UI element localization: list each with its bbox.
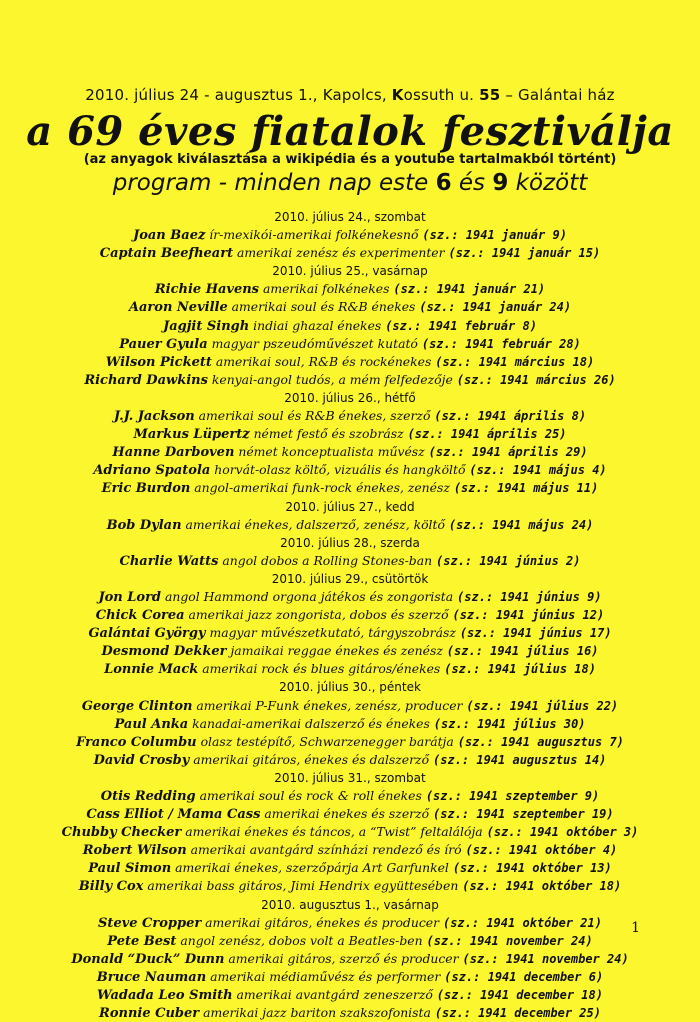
artist-description: amerikai gitáros, szerző és producer [224, 950, 463, 966]
birth-date: (sz.: 1941 június 17) [459, 626, 612, 641]
birth-date: (sz.: 1941 szeptember 9) [425, 789, 600, 803]
street-rest: ossuth u. [403, 86, 480, 104]
program-entry [0, 823, 700, 841]
artist-name: David Crosby [93, 752, 190, 768]
birth-date: (sz.: 1941 február 28) [421, 336, 581, 351]
program-entry [0, 660, 700, 678]
artist-name: Billy Cox [78, 879, 144, 895]
program-entry [0, 425, 700, 443]
day-heading: 2010. július 27., kedd [285, 499, 415, 514]
birth-date: (sz.: 1941 július 30) [433, 716, 586, 731]
artist-description: amerikai énekes és táncos, a “Twist” feltalálója [181, 824, 487, 840]
program-entry [0, 950, 700, 968]
program-entry [0, 371, 700, 389]
birth-date: (sz.: 1941 október 4) [465, 843, 618, 858]
artist-description: amerikai énekes, dalszerző, zenész, költő [181, 516, 449, 532]
day-heading: 2010. július 31., szombat [274, 770, 426, 785]
birth-date: (sz.: 1941 augusztus 14) [433, 752, 607, 767]
artist-description: kanadai-amerikai dalszerző és énekes [188, 715, 434, 731]
artist-name: Captain Beefheart [99, 246, 234, 262]
program-entry [0, 606, 700, 624]
artist-description: német konceptualista művész [234, 444, 429, 460]
artist-description: amerikai énekes és szerző [260, 806, 433, 822]
date-line-pre: 2010. július 24 - augusztus 1., Kapolcs, [85, 86, 392, 104]
day-heading: 2010. július 25., vasárnap [272, 264, 428, 279]
birth-date: (sz.: 1941 január 21) [393, 282, 546, 297]
artist-name: Paul Simon [88, 861, 172, 877]
day-heading: 2010. július 30., péntek [279, 680, 421, 695]
program-entry [0, 932, 700, 950]
program-entry [0, 552, 700, 570]
day-heading: 2010. július 29., csütörtök [271, 571, 429, 586]
artist-name: Chubby Checker [61, 825, 182, 841]
program-entry [0, 479, 700, 497]
birth-date: (sz.: 1941 április 25) [407, 427, 567, 442]
artist-name: Wilson Pickett [105, 354, 212, 370]
artist-name: Chick Corea [95, 608, 185, 624]
birth-date: (sz.: 1941 január 9) [422, 228, 567, 243]
artist-name: Jon Lord [98, 589, 162, 605]
artist-description: olasz testépítő, Schwarzenegger barátja [196, 733, 458, 749]
program-entry [0, 877, 700, 895]
program-entry [0, 624, 700, 642]
artist-name: Markus Lüpertz [133, 427, 250, 443]
program-entry [0, 914, 700, 932]
artist-description: amerikai bass gitáros, Jimi Hendrix együttesében [143, 878, 463, 894]
birth-date: (sz.: 1941 augusztus 7) [457, 734, 624, 749]
artist-name: Richie Havens [154, 282, 260, 298]
program-entry [0, 787, 700, 805]
artist-description: angol zenész, dobos volt a Beatles-ben [176, 932, 427, 948]
birth-date: (sz.: 1941 július 16) [446, 644, 599, 659]
program-entry [0, 298, 700, 316]
day-heading: 2010. július 26., hétfő [284, 390, 416, 405]
birth-date: (sz.: 1941 október 3) [486, 825, 639, 840]
artist-name: Robert Wilson [82, 843, 187, 859]
birth-date: (sz.: 1941 április 8) [434, 409, 587, 424]
artist-name: Bob Dylan [106, 517, 182, 533]
artist-name: Otis Redding [100, 789, 196, 804]
artist-name: Eric Burdon [101, 481, 191, 497]
artist-description: amerikai gitáros, énekes és producer [201, 914, 443, 930]
artist-name: Paul Anka [114, 716, 189, 732]
artist-description: amerikai soul, R&B és rockénekes [211, 353, 436, 369]
artist-description: német festő és szobrász [249, 426, 408, 442]
house-number: 55 [479, 86, 501, 104]
program-entry [0, 1004, 700, 1022]
artist-name: Donald “Duck” Dunn [71, 951, 225, 967]
artist-description: amerikai folkénekes [259, 281, 394, 297]
artist-name: Charlie Watts [119, 553, 219, 569]
program-entry [0, 588, 700, 606]
festival-title: a 69 éves fiatalok fesztiválja [26, 108, 674, 155]
birth-date: (sz.: 1941 június 9) [457, 589, 602, 604]
artist-name: Jagjit Singh [163, 318, 250, 334]
artist-name: Aaron Neville [128, 300, 228, 316]
program-entry [0, 443, 700, 461]
artist-description: magyar művészetkutató, tárgyszobrász [205, 625, 460, 641]
program-entry [0, 280, 700, 298]
birth-date: (sz.: 1941 november 24) [462, 951, 629, 966]
subtitle-post: között [508, 170, 588, 196]
program-entry [0, 642, 700, 660]
program-entry [0, 244, 700, 262]
program-subtitle [0, 170, 700, 196]
birth-date: (sz.: 1941 július 22) [466, 698, 619, 713]
program-entry [0, 805, 700, 823]
artist-name: J.J. Jackson [113, 409, 195, 425]
program-entry [0, 841, 700, 859]
birth-date: (sz.: 1941 június 12) [452, 608, 605, 623]
artist-description: ír-mexikói-amerikai folkénekesnő [205, 227, 423, 243]
artist-description: amerikai avantgárd zeneszerző [232, 987, 437, 1003]
artist-description: amerikai P-Funk énekes, zenész, producer [192, 697, 467, 713]
day-heading: 2010. augusztus 1., vasárnap [261, 897, 439, 912]
event-date-location [0, 86, 700, 104]
artist-name: Lonnie Mack [104, 662, 199, 678]
birth-date: (sz.: 1941 december 25) [434, 1006, 601, 1021]
program-entry [0, 715, 700, 733]
artist-description: amerikai énekes, szerzőpárja Art Garfunkel [171, 860, 453, 876]
artist-name: Ronnie Cuber [99, 1006, 200, 1022]
birth-date: (sz.: 1941 szeptember 19) [433, 807, 614, 822]
artist-description: angol dobos a Rolling Stones-ban [218, 552, 437, 568]
artist-name: Pete Best [107, 933, 177, 949]
artist-description: amerikai zenész és experimenter [233, 245, 449, 261]
birth-date: (sz.: 1941 június 2) [436, 553, 581, 568]
artist-description: horvát-olasz költő, vizuális és hangköltő [210, 462, 470, 478]
birth-date: (sz.: 1941 január 24) [419, 300, 572, 315]
artist-name: Galántai György [88, 626, 206, 642]
artist-description: amerikai soul és R&B énekes, szerző [194, 408, 435, 424]
k-letter: K [391, 86, 404, 104]
artist-description: amerikai soul és rock & roll énekes [195, 788, 426, 803]
program-entry [0, 751, 700, 769]
artist-description: amerikai jazz bariton szakszofonista [199, 1005, 435, 1021]
program-entry [0, 516, 700, 534]
birth-date: (sz.: 1941 december 18) [436, 988, 603, 1003]
birth-date: (sz.: 1941 október 13) [452, 861, 612, 876]
artist-description: magyar pszeudóművészet kutató [207, 335, 422, 351]
artist-name: Joan Baez [133, 228, 206, 244]
birth-date: (sz.: 1941 november 24) [426, 933, 593, 948]
artist-name: Richard Dawkins [84, 372, 208, 388]
end-hour: 9 [492, 170, 509, 196]
subtitle-mid: és [451, 170, 493, 196]
program-entry [0, 335, 700, 353]
program-entry [0, 968, 700, 986]
artist-description: angol-amerikai funk-rock énekes, zenész [190, 480, 454, 496]
program-entry [0, 859, 700, 877]
birth-date: (sz.: 1941 május 4) [469, 463, 607, 478]
birth-date: (sz.: 1941 március 18) [435, 354, 595, 369]
program-entry [0, 317, 700, 335]
program-entry [0, 697, 700, 715]
artist-description: amerikai rock és blues gitáros/énekes [198, 661, 445, 677]
artist-description: amerikai médiaművész és performer [206, 968, 445, 984]
program-entry [0, 986, 700, 1004]
source-note: (az anyagok kiválasztása a wikipédia és a youtube tartalmakból történt) [83, 152, 617, 167]
day-heading: 2010. július 24., szombat [274, 210, 426, 224]
artist-description: angol Hammond orgona játékos és zongorista [161, 588, 458, 604]
artist-name: Desmond Dekker [101, 644, 227, 660]
artist-name: Cass Elliot / Mama Cass [86, 807, 261, 823]
day-heading: 2010. július 28., szerda [280, 535, 420, 550]
date-line-post: – Galántai ház [500, 86, 615, 104]
artist-name: George Clinton [81, 698, 193, 714]
artist-description: amerikai gitáros, énekes és dalszerző [189, 751, 433, 767]
birth-date: (sz.: 1941 március 26) [456, 372, 616, 387]
birth-date: (sz.: 1941 április 29) [428, 445, 588, 460]
program-entry [0, 733, 700, 751]
start-hour: 6 [435, 170, 452, 196]
artist-description: amerikai avantgárd színházi rendező és író [186, 842, 466, 858]
artist-description: indiai ghazal énekes [249, 317, 386, 333]
artist-name: Hanne Darboven [112, 445, 235, 461]
artist-name: Adriano Spatola [93, 463, 211, 479]
artist-name: Franco Columbu [76, 734, 197, 750]
birth-date: (sz.: 1941 július 18) [444, 662, 596, 677]
program-entry [0, 353, 700, 371]
program-entry [0, 226, 700, 244]
birth-date: (sz.: 1941 május 11) [453, 481, 599, 496]
artist-description: amerikai soul és R&B énekes [227, 299, 420, 315]
artist-name: Pauer Gyula [119, 336, 208, 352]
artist-name: Steve Cropper [98, 915, 202, 931]
subtitle-pre: program - minden nap este [112, 170, 436, 196]
birth-date: (sz.: 1941 december 6) [444, 969, 604, 984]
birth-date: (sz.: 1941 február 8) [385, 318, 537, 333]
birth-date: (sz.: 1941 október 18) [462, 879, 622, 894]
artist-description: kenyai-angol tudós, a mém felfedezője [207, 371, 457, 387]
program-entry [0, 407, 700, 425]
artist-name: Bruce Nauman [96, 969, 207, 985]
program-list [0, 208, 700, 1022]
page-number: 1 [631, 920, 640, 936]
birth-date: (sz.: 1941 október 21) [442, 915, 602, 930]
artist-name: Wadada Leo Smith [97, 988, 233, 1004]
birth-date: (sz.: 1941 január 15) [448, 246, 601, 261]
birth-date: (sz.: 1941 május 24) [448, 517, 594, 532]
program-entry [0, 461, 700, 479]
artist-description: jamaikai reggae énekes és zenész [226, 643, 447, 659]
artist-description: amerikai jazz zongorista, dobos és szerző [184, 607, 453, 623]
